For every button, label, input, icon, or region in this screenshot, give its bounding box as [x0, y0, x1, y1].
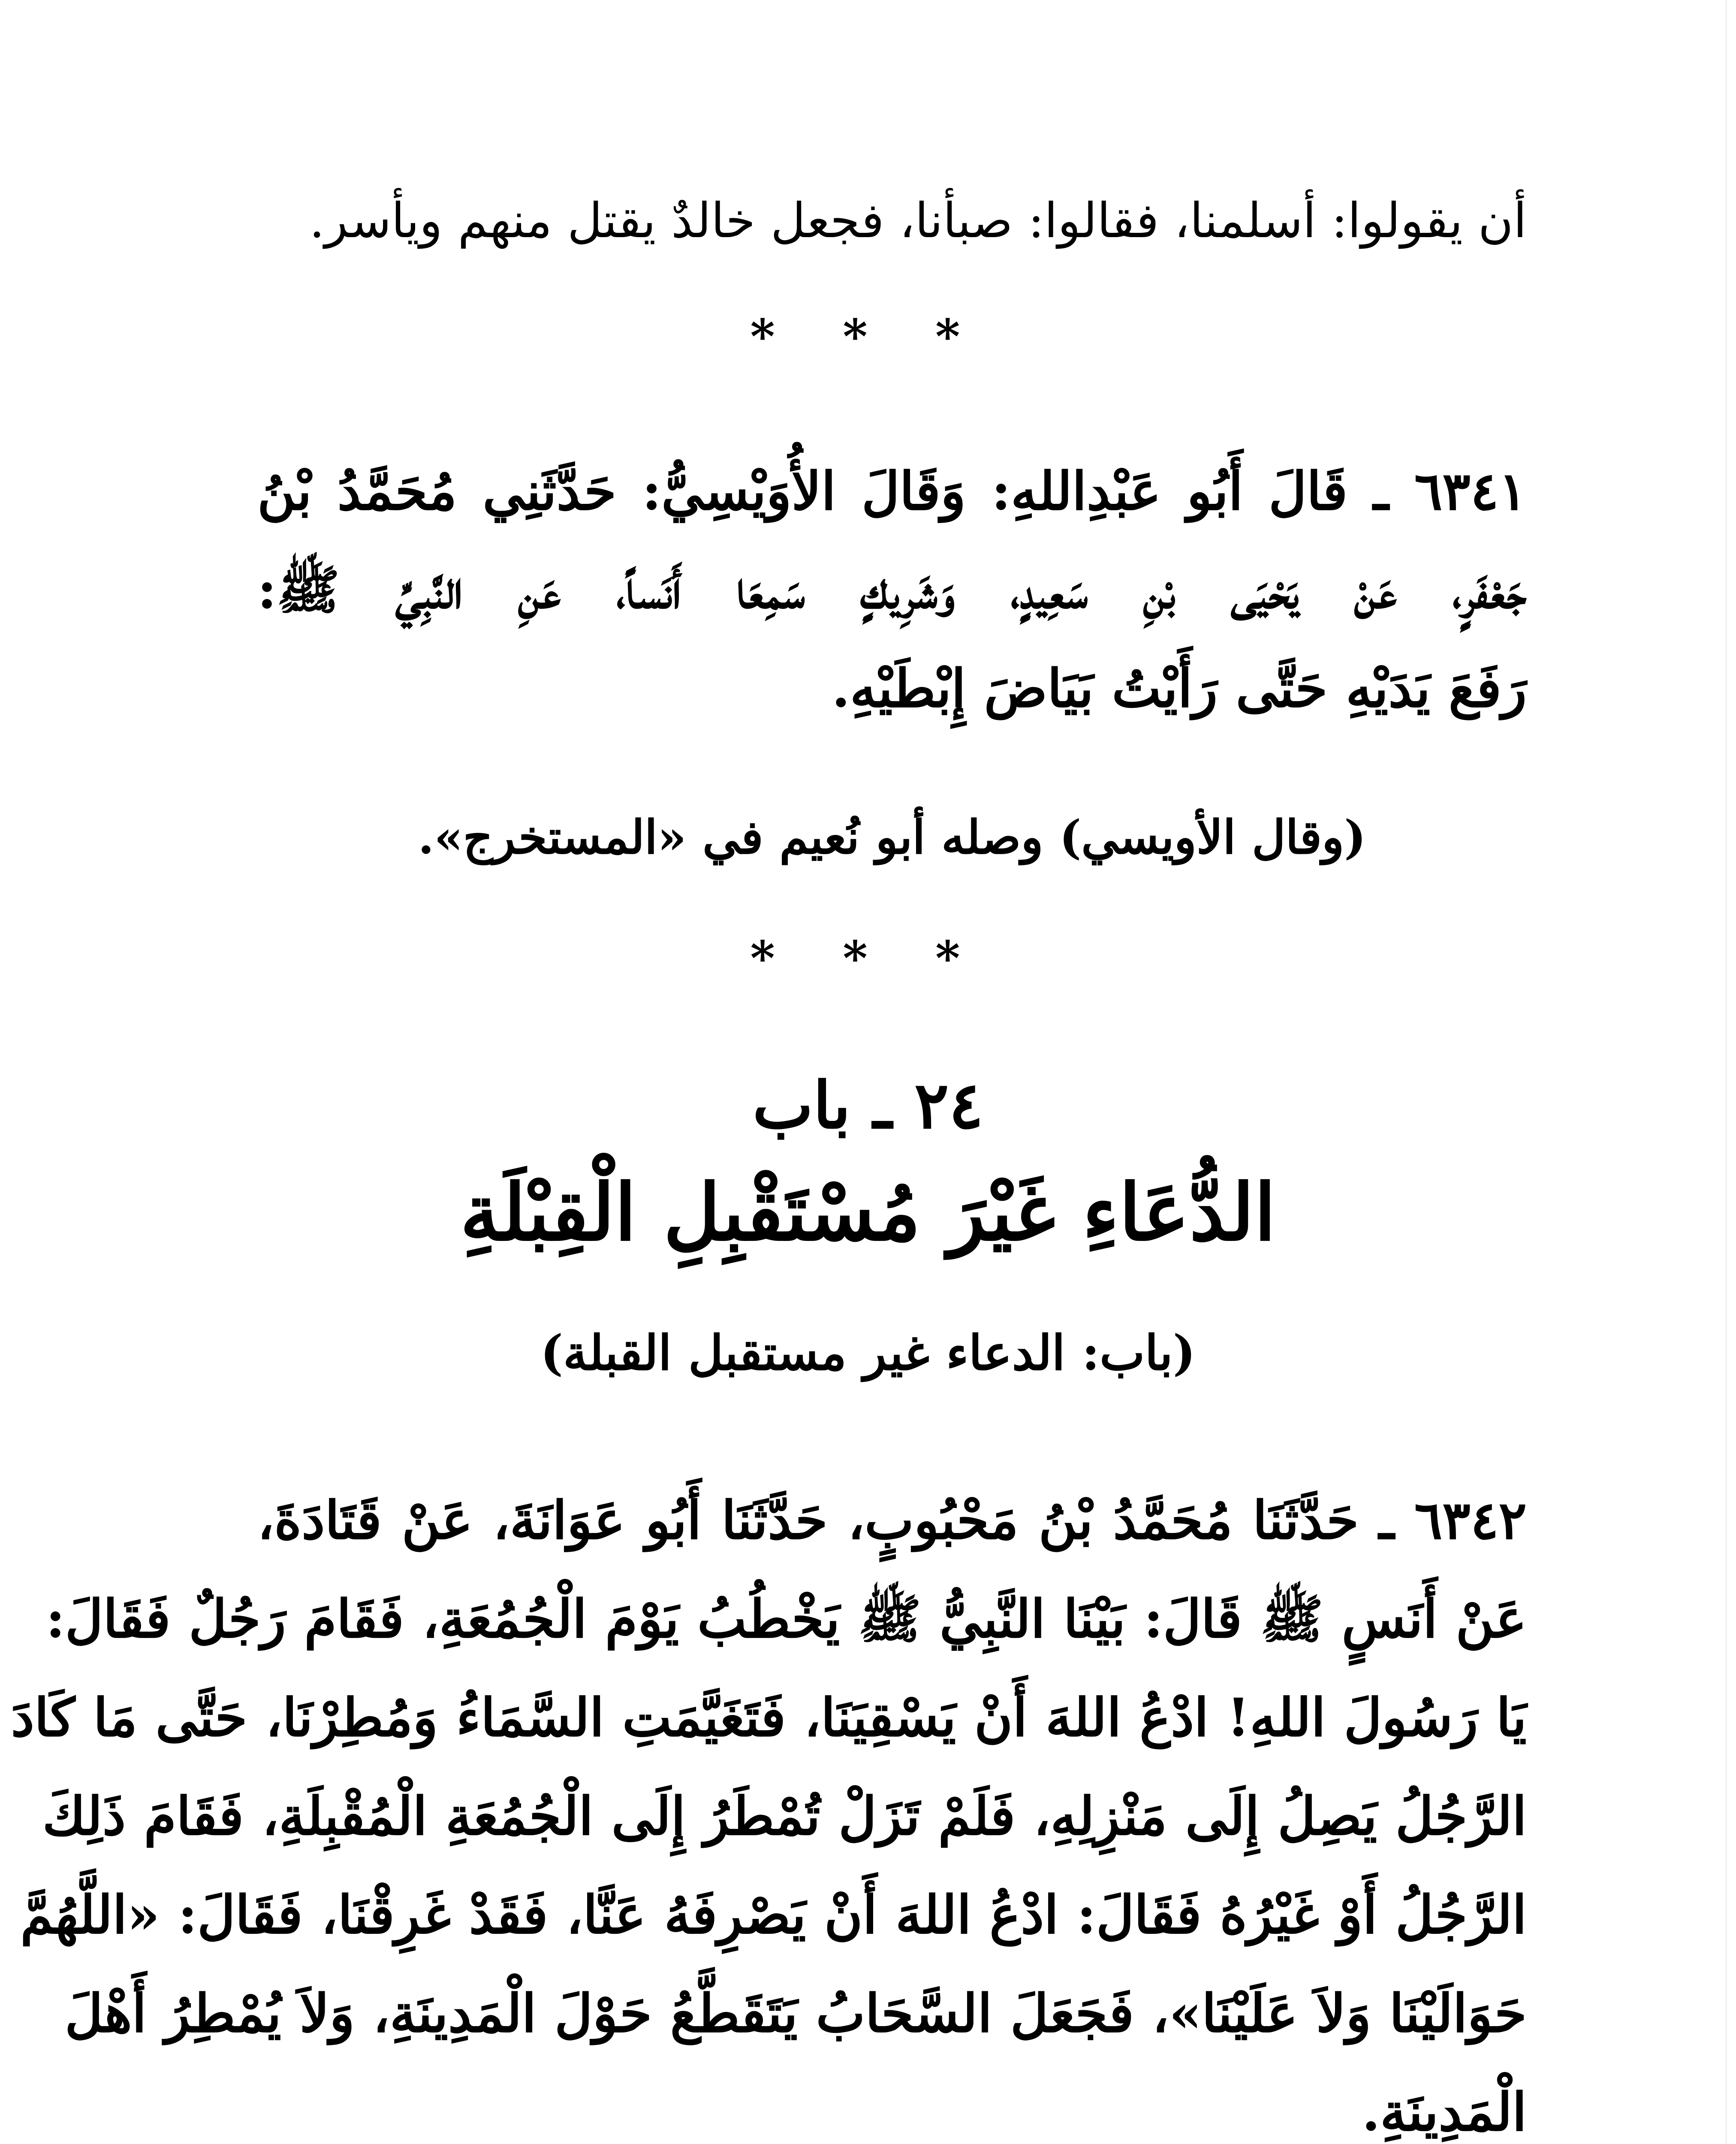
intro-paragraph: [257, 180, 1527, 262]
chapter-subtitle: (باب: الدعاء غير مستقبل القبلة): [540, 1325, 1196, 1381]
intro-line: أن يقولوا: أسلمنا، فقالوا: صبأنا، فجعل خالدٌ يقتل منهم ويأسر.: [309, 193, 1527, 249]
hadith-6342-line-4: الرَّجُلُ يَصِلُ إِلَى مَنْزِلِهِ، فَلَمْ تَزَلْ تُمْطَرُ إِلَى الْجُمُعَةِ الْمُقْبِلَةِ، فَقَامَ ذَلِكَ: [42, 1785, 1527, 1847]
separator-stars-1: * * *: [750, 309, 986, 364]
commentary-note: (وقال الأويسي) وصله أبو نُعيم في «المستخرج».: [418, 810, 1366, 864]
hadith-6342-line-6: حَوَالَيْنَا وَلاَ عَلَيْنَا»، فَجَعَلَ السَّحَابُ يَتَقَطَّعُ حَوْلَ الْمَدِينَةِ، وَلاَ يُمْطِرُ أَهْلَ: [65, 1982, 1527, 2044]
hadith-6342-line-7: الْمَدِينَةِ.: [1362, 2081, 1527, 2143]
hadith-6342-line-3: يَا رَسُولَ اللهِ! ادْعُ اللهَ أَنْ يَسْقِيَنَا، فَتَغَيَّمَتِ السَّمَاءُ وَمُطِرْنَا، حَتَّى مَا كَادَ: [11, 1686, 1527, 1748]
hadith-6341-line-1: ٦٣٤١ ـ قَالَ أَبُو عَبْدِاللهِ: وَقَالَ الأُوَيْسِيُّ: حَدَّثَنِي مُحَمَّدُ بْنُ: [257, 460, 1527, 522]
hadith-6342-line-1: ٦٣٤٢ ـ حَدَّثَنَا مُحَمَّدُ بْنُ مَحْبُوبٍ، حَدَّثَنَا أَبُو عَوَانَةَ، عَنْ قَتَادَةَ،: [257, 1489, 1527, 1551]
chapter-number: ٢٤ ـ باب: [752, 1068, 984, 1143]
hadith-6341: [257, 442, 1527, 738]
hadith-6342: [11, 1471, 1527, 2144]
separator-stars-2: * * *: [750, 930, 986, 986]
chapter-title: الدُّعَاءِ غَيْرَ مُسْتَقْبِلِ الْقِبْلَةِ: [460, 1166, 1276, 1258]
hadith-6342-line-5: الرَّجُلُ أَوْ غَيْرُهُ فَقَالَ: ادْعُ اللهَ أَنْ يَصْرِفَهُ عَنَّا، فَقَدْ غَرِقْنَا، فَقَالَ: «اللَّهُمَّ: [20, 1884, 1527, 1945]
hadith-6341-line-3: رَفَعَ يَدَيْهِ حَتَّى رَأَيْتُ بَيَاضَ إِبْطَيْهِ.: [832, 657, 1527, 719]
hadith-6342-line-2: عَنْ أَنَسٍ ﷺ قَالَ: بَيْنَا النَّبِيُّ ﷺ يَخْطُبُ يَوْمَ الْجُمُعَةِ، فَقَامَ رَجُلٌ فَقَالَ:: [45, 1588, 1527, 1650]
hadith-6341-line-2: جَعْفَرٍ، عَنْ يَحْيَى بْنِ سَعِيدٍ، وَشَرِيكٍ سَمِعَا أَنَساً، عَنِ النَّبِيِّ ﷺ:: [257, 559, 1527, 620]
